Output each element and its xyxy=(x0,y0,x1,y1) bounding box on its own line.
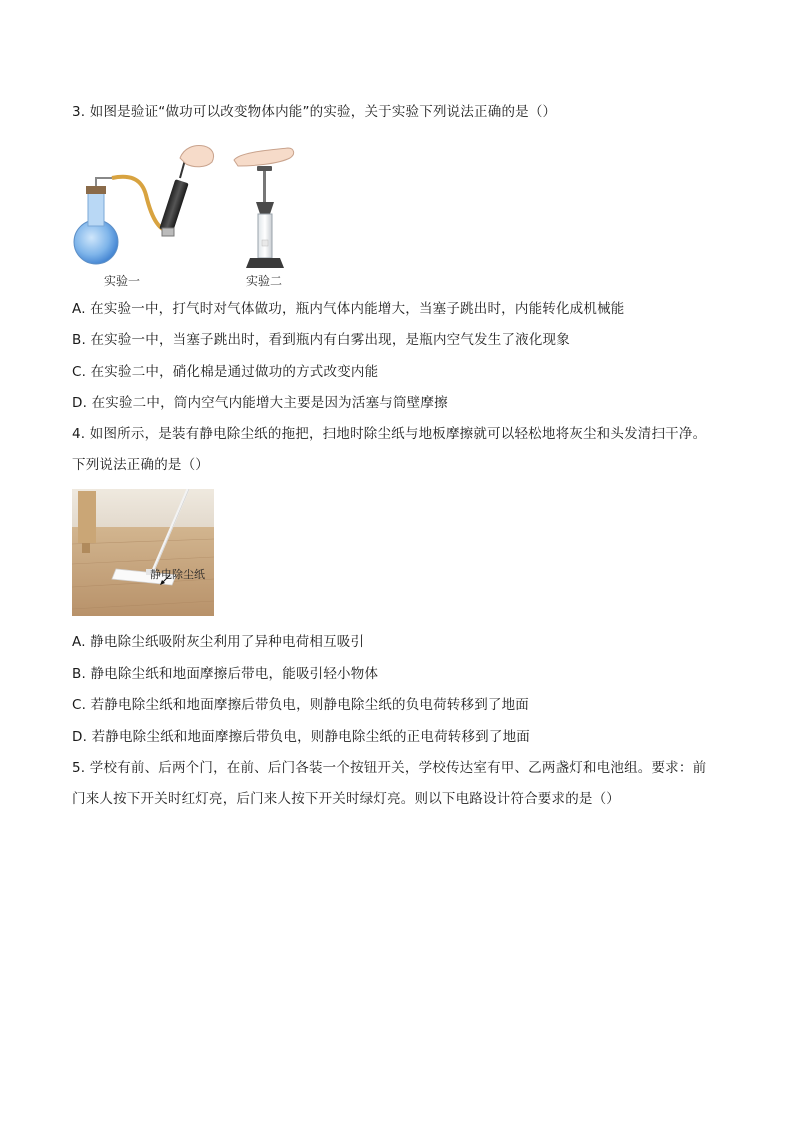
q4-stem-line-2: 下列说法正确的是（） xyxy=(72,457,209,473)
q4-option-d: D. 若静电除尘纸和地面摩擦后带负电，则静电除尘纸的正电荷转移到了地面 xyxy=(72,729,530,745)
q3-option-a: A. 在实验一中，打气时对气体做功，瓶内气体内能增大，当塞子跳出时，内能转化成机械能 xyxy=(72,301,625,317)
q4-stem-line-1: 4. 如图所示，是装有静电除尘纸的拖把，扫地时除尘纸与地板摩擦就可以轻松地将灰尘和头发清扫干净。 xyxy=(72,426,707,442)
q4-option-b: B. 静电除尘纸和地面摩擦后带电，能吸引轻小物体 xyxy=(72,666,379,682)
q3-option-b: B. 在实验一中，当塞子跳出时，看到瓶内有白雾出现，是瓶内空气发生了液化现象 xyxy=(72,332,570,348)
q3-figure-caption-2: 实验二 xyxy=(246,274,283,288)
q3-stem: 3. 如图是验证“做功可以改变物体内能”的实验，关于实验下列说法正确的是（） xyxy=(72,104,557,120)
q3-option-d: D. 在实验二中，筒内空气内能增大主要是因为活塞与筒壁摩擦 xyxy=(72,395,448,411)
q4-figure-mop-photo xyxy=(72,489,214,616)
q5-stem-line-2: 门来人按下开关时红灯亮，后门来人按下开关时绿灯亮。则以下电路设计符合要求的是（） xyxy=(72,791,620,807)
q3-option-c: C. 在实验二中，硝化棉是通过做功的方式改变内能 xyxy=(72,364,379,380)
q4-figure-label: 静电除尘纸 xyxy=(150,568,205,581)
q4-option-a: A. 静电除尘纸吸附灰尘利用了异种电荷相互吸引 xyxy=(72,634,365,650)
q3-figure-caption-1: 实验一 xyxy=(104,274,141,288)
q3-figure-experiment-2 xyxy=(230,140,300,275)
q5-stem-line-1: 5. 学校有前、后两个门，在前、后门各装一个按钮开关，学校传达室有甲、乙两盏灯和电池组。要求：前 xyxy=(72,760,707,776)
q4-option-c: C. 若静电除尘纸和地面摩擦后带负电，则静电除尘纸的负电荷转移到了地面 xyxy=(72,697,530,713)
q3-figure-experiment-1 xyxy=(72,140,222,275)
